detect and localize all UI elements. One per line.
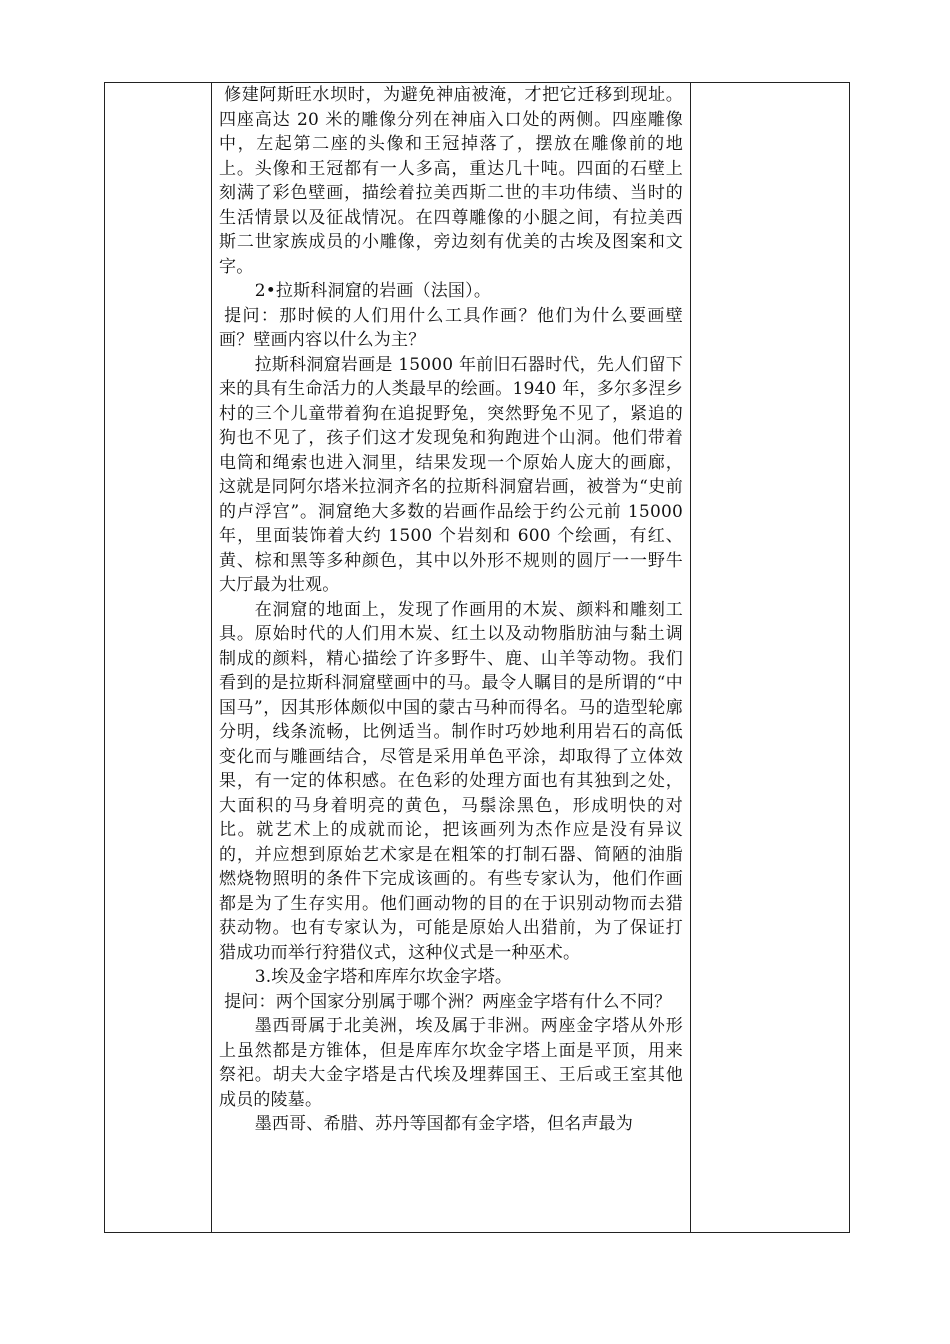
table-row (105, 83, 850, 1233)
heading-pyramids: 3.埃及金字塔和库库尔坎金字塔。 (254, 967, 513, 987)
left-column-cell (105, 83, 212, 1233)
lesson-table (104, 82, 850, 1233)
paragraph-temple-relocation: 修建阿斯旺水坝时，为避免神庙被淹，才把它迁移到现址。四座高达 20 米的雕像分列在神庙入口处的两侧。四座雕像中，左起第二座的头像和王冠掉落了，摆放在雕像前的地上。头像和王冠都有一人多高，重达几十吨。四面的石壁上刻满了彩色壁画，描绘着拉美西斯二世的丰功伟绩、当时的生活情景以及征战情况。在四尊雕像的小腿之间，有拉美西斯二世家族成员的小雕像，旁边刻有优美的古埃及图案和文字。 (219, 85, 683, 277)
lesson-content (212, 83, 690, 1137)
heading-lascaux-cave: 2•拉斯科洞窟的岩画（法国）。 (254, 281, 492, 301)
paragraph-lascaux-discovery: 拉斯科洞窟岩画是 15000 年前旧石器时代，先人们留下来的具有生命活力的人类最早的绘画。1940 年，多尔多涅乡村的三个儿童带着狗在追捉野兔，突然野兔不见了，紧追的狗也不见了，孩子们这才发现兔和狗跑进个山洞。他们带着电筒和绳索也进入洞里，结果发现一个原始人庞大的画廊，这就是同阿尔塔米拉洞齐名的拉斯科洞窟岩画，被誉为“史前的卢浮宫”。洞窟绝大多数的岩画作品绘于约公元前 15000 年，里面装饰着大约 1500 个岩刻和 600 个绘画，有红、黄、棕和黑等多种颜色，其中以外形不规则的圆厅一一野牛大厅最为壮观。 (219, 354, 683, 595)
question-lascaux: 提问：那时候的人们用什么工具作画？他们为什么要画壁画？壁画内容以什么为主？ (219, 305, 683, 350)
paragraph-pyramids-fame: 墨西哥、希腊、苏丹等国都有金字塔，但名声最为 (254, 1114, 634, 1134)
question-pyramids: 提问：两个国家分别属于哪个洲？两座金字塔有什么不同？ (224, 991, 672, 1012)
paragraph-pyramids-compare: 墨西哥属于北美洲，埃及属于非洲。两座金字塔从外形上虽然都是方锥体，但是库库尔坎金字塔上面是平顶，用来祭祀。胡夫大金字塔是古代埃及埋葬国王、王后或王室其他成员的陵墓。 (219, 1016, 683, 1110)
content-column-cell (212, 83, 691, 1233)
right-column-cell (691, 83, 850, 1233)
paragraph-lascaux-painting: 在洞窟的地面上，发现了作画用的木炭、颜料和雕刻工具。原始时代的人们用木炭、红土以及动物脂肪油与黏土调制成的颜料，精心描绘了许多野牛、鹿、山羊等动物。我们看到的是拉斯科洞窟壁画中的马。最令人瞩目的是所谓的“中国马”，因其形体颇似中国的蒙古马种而得名。马的造型轮廓分明，线条流畅，比例适当。制作时巧妙地利用岩石的高低变化而与雕画结合，尽管是采用单色平涂，却取得了立体效果，有一定的体积感。在色彩的处理方面也有其独到之处，大面积的马身着明亮的黄色，马鬃涂黑色，形成明快的对比。就艺术上的成就而论，把该画列为杰作应是没有异议的，并应想到原始艺术家是在粗笨的打制石器、简陋的油脂燃烧物照明的条件下完成该画的。有些专家认为，他们作画都是为了生存实用。他们画动物的目的在于识别动物而去猎获动物。也有专家认为，可能是原始人出猎前，为了保证打猎成功而举行狩猎仪式，这种仪式是一种巫术。 (219, 599, 683, 963)
